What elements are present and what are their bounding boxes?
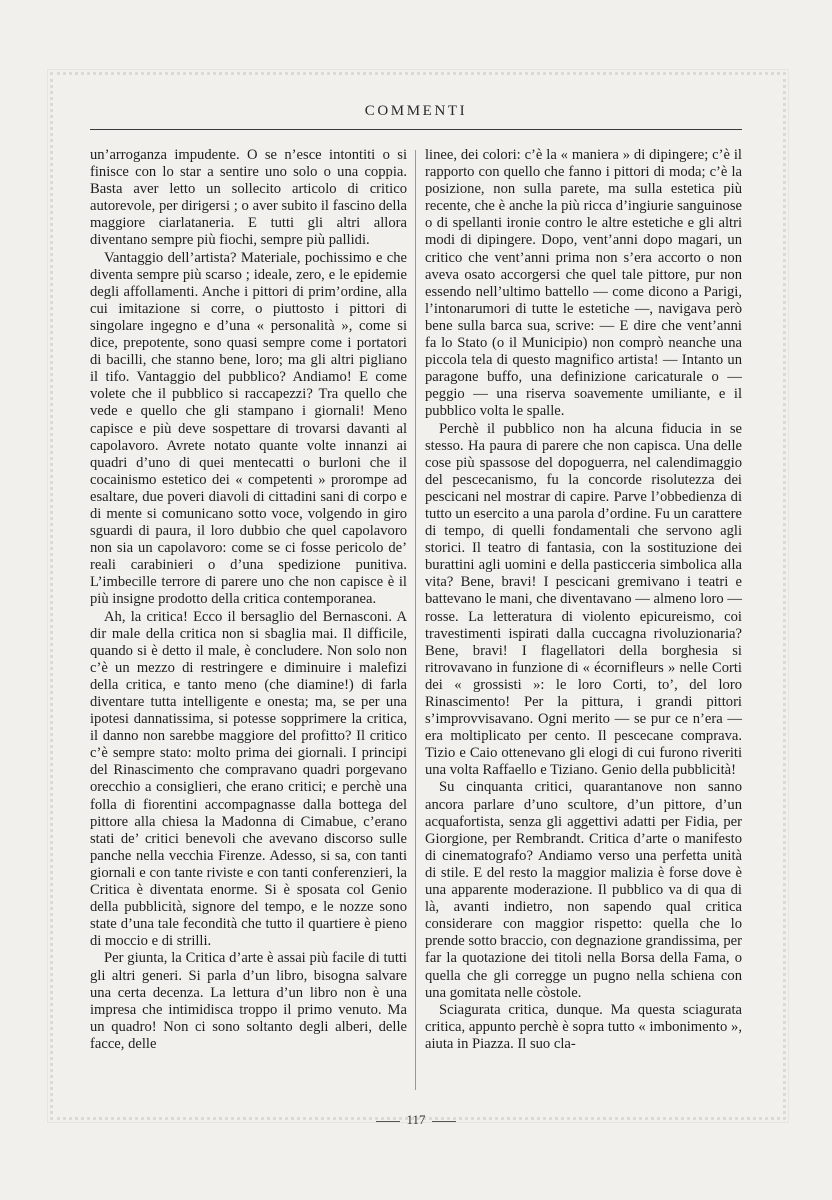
folio-dash-left [376, 1121, 400, 1122]
column-divider [415, 150, 416, 1090]
paragraph: Su cinquanta critici, quarantanove non sanno ancora parlare d’uno scultore, d’un pittore, d’un acquafortista, senza gli aggettivi adatti per Fidia, per Giorgione, per Rembrandt. Critica d’arte o manifesto di cinematografo? Andiamo verso una perfetta unità di stile. E del resto la maggior malizia è forse dove è una apparente moderazione. Il pubblico va di qua di là, avanti indietro, non sapendo qual critica considerare con maggior rispetto: quella che lo prende sotto braccio, con degnazione grandissima, per far la quotazione dei titoli nella Borsa della Fama, o quella che gli corregge un pugno nella schiena con una gomitata nelle còstole. [425, 779, 742, 1001]
paragraph: Perchè il pubblico non ha alcuna fiducia in se stesso. Ha paura di parere che non capisca. Una delle cose più spassose del dopoguerra, nel calendimaggio del pescecanismo, fu la concorde risolutezza dei pescicani nel mostrar di capire. Parve l’obbedienza di tutto un esercito a una parola d’ordine. Fu un carattere di tempo, di quelli fondamentali che servono agli storici. Il teatro di fantasia, con la sostituzione dei burattini agli uomini e della pasticceria simbolica alla vita? Bene, bravi! I pescicani gremivano i teatri e battevano le mani, che diventavano — almeno loro — rosse. La letteratura di violento epicureismo, coi travestimenti ispirati dalla cuccagna rivoluzionaria? Bene, bravi! I flagellatori della borghesia si ritrovavano in funzione di « écornifleurs » nelle Corti dei « grossisti »: le loro Corti, to’, del loro Rinascimento! Per la pittura, i grandi pittori s’improvvisavano. Ogni merito — se pur ce n’era — era moltiplicato per cento. Il pescecane comprava. Tizio e Caio ottenevano gli elogi di cui furono riveriti una volta Raffaello e Tiziano. Genio della pubblicità! [425, 420, 742, 779]
folio-dash-right [432, 1121, 456, 1122]
paragraph: Vantaggio dell’artista? Materiale, pochissimo e che diventa sempre più scarso ; ideale, zero, e le epidemie degli affollamenti. Anche i pittori di prim’ordine, alla cui imitazione si corre, o piuttosto i pittori di singolare ingegno e d’una « personalità », come si dice, prepotente, sono quasi sempre come i portatori di bacilli, che stanno bene, loro; ma gli altri pigliano il tifo. Vantaggio del pubblico? Andiamo! E come volete che il pubblico si raccapezzi? Tra quello che vede e quello che gli stampano i giornali! Meno capisce e più deve sospettare di trovarsi davanti al capolavoro. Avrete notato quante volte innanzi ai quadri d’uno di quei mentecatti o burloni che il cocainismo estetico dei « competenti » prorompe ad esaltare, due poveri diavoli di cittadini sani di corpo e di mente si comunicano sotto voce, volgendo in giro sguardi di paura, il loro dubbio che quel capolavoro non sia un capolavoro: come se ci fosse pericolo de’ reali carabinieri o d’una spedizione punitiva. L’imbecille terrore di parere uno che non capisce è il più insigne prodotto della critica contemporanea. [90, 249, 407, 608]
page-footer [0, 1112, 832, 1128]
paragraph: Sciagurata critica, dunque. Ma questa sciagurata critica, appunto perchè è sopra tutto « imbonimento », aiuta in Piazza. Il suo cla- [425, 1001, 742, 1052]
left-column [90, 147, 407, 1053]
paragraph: un’arroganza impudente. O se n’esce intontiti o si finisce con lo star a sentire uno solo o una coppia. Basta aver letto un sollecito articolo di critico autorevole, per dirigersi ; o aver subito il fascino della maggiore ciarlataneria. E tutti gli altri allora diventano sempre più fiochi, sempre più pallidi. [90, 147, 407, 249]
paragraph: Ah, la critica! Ecco il bersaglio del Bernasconi. A dir male della critica non si sbaglia mai. Il difficile, quando si è detto il male, è concludere. Non solo non c’è un mezzo di restringere e diminuire i malefizi della critica, e tanto meno (che diamine!) di farla diventare tutta intelligente e onesta; ma, se per una ipotesi dannatissima, si potesse sopprimere la critica, il danno non sarebbe maggiore del profitto? Il critico c’è sempre stato: molto prima dei giornali. I principi del Rinascimento che compravano quadri porgevano orecchio a consiglieri, che erano critici; e perchè una folla di fiorentini accompagnasse dalla bottega del pittore alla chiesa la Madonna di Cimabue, c’erano stati de’ critici benevoli che avevano discorso sulle panche nella vecchia Firenze. Adesso, si sa, con tanti giornali e con tante riviste e con tanti conferenzieri, la Critica è diventata enorme. Si è sposata col Genio della pubblicità, signore del tempo, e le nozze sono state d’una tale fecondità che tutto il quartiere è pieno di moccio e di strilli. [90, 608, 407, 950]
header-rule [90, 129, 742, 130]
paragraph: Per giunta, la Critica d’arte è assai più facile di tutti gli altri generi. Si parla d’un libro, bisogna salvare una certa decenza. La lettura d’un libro non è una impresa che intimidisca troppo il primo venuto. Ma un quadro! Non ci sono soltanto degli alberi, delle facce, delle [90, 950, 407, 1052]
running-head: COMMENTI [364, 103, 468, 119]
paragraph: linee, dei colori: c’è la « maniera » di dipingere; c’è il rapporto con quello che fanno i pittori di moda; c’è la posizione, non sulla parete, ma sulla estetica più recente, che è anche la più ricca d’ingiurie sanguinose o di spellanti ironie contro le altre estetiche e gli altri modi di dipingere. Dopo, vent’anni dopo magari, un critico che vent’anni prima non s’era accorto o non aveva osato accorgersi che quel tale pittore, pur non essendo nell’ultimo battello — come dicono a Parigi, l’intonarumori di tutte le estetiche —, navigava però bene sulla barca sua, scrive: — E dire che vent’anni fa lo Stato (o il Municipio) non comprò neanche una piccola tela di questo magnifico artista! — Intanto un paragone buffo, una definizione caricaturale o — peggio — una riserva soavemente umiliante, e il pubblico volta le spalle. [425, 147, 742, 420]
right-column [425, 147, 742, 1053]
page-number: 117 [406, 1112, 426, 1127]
